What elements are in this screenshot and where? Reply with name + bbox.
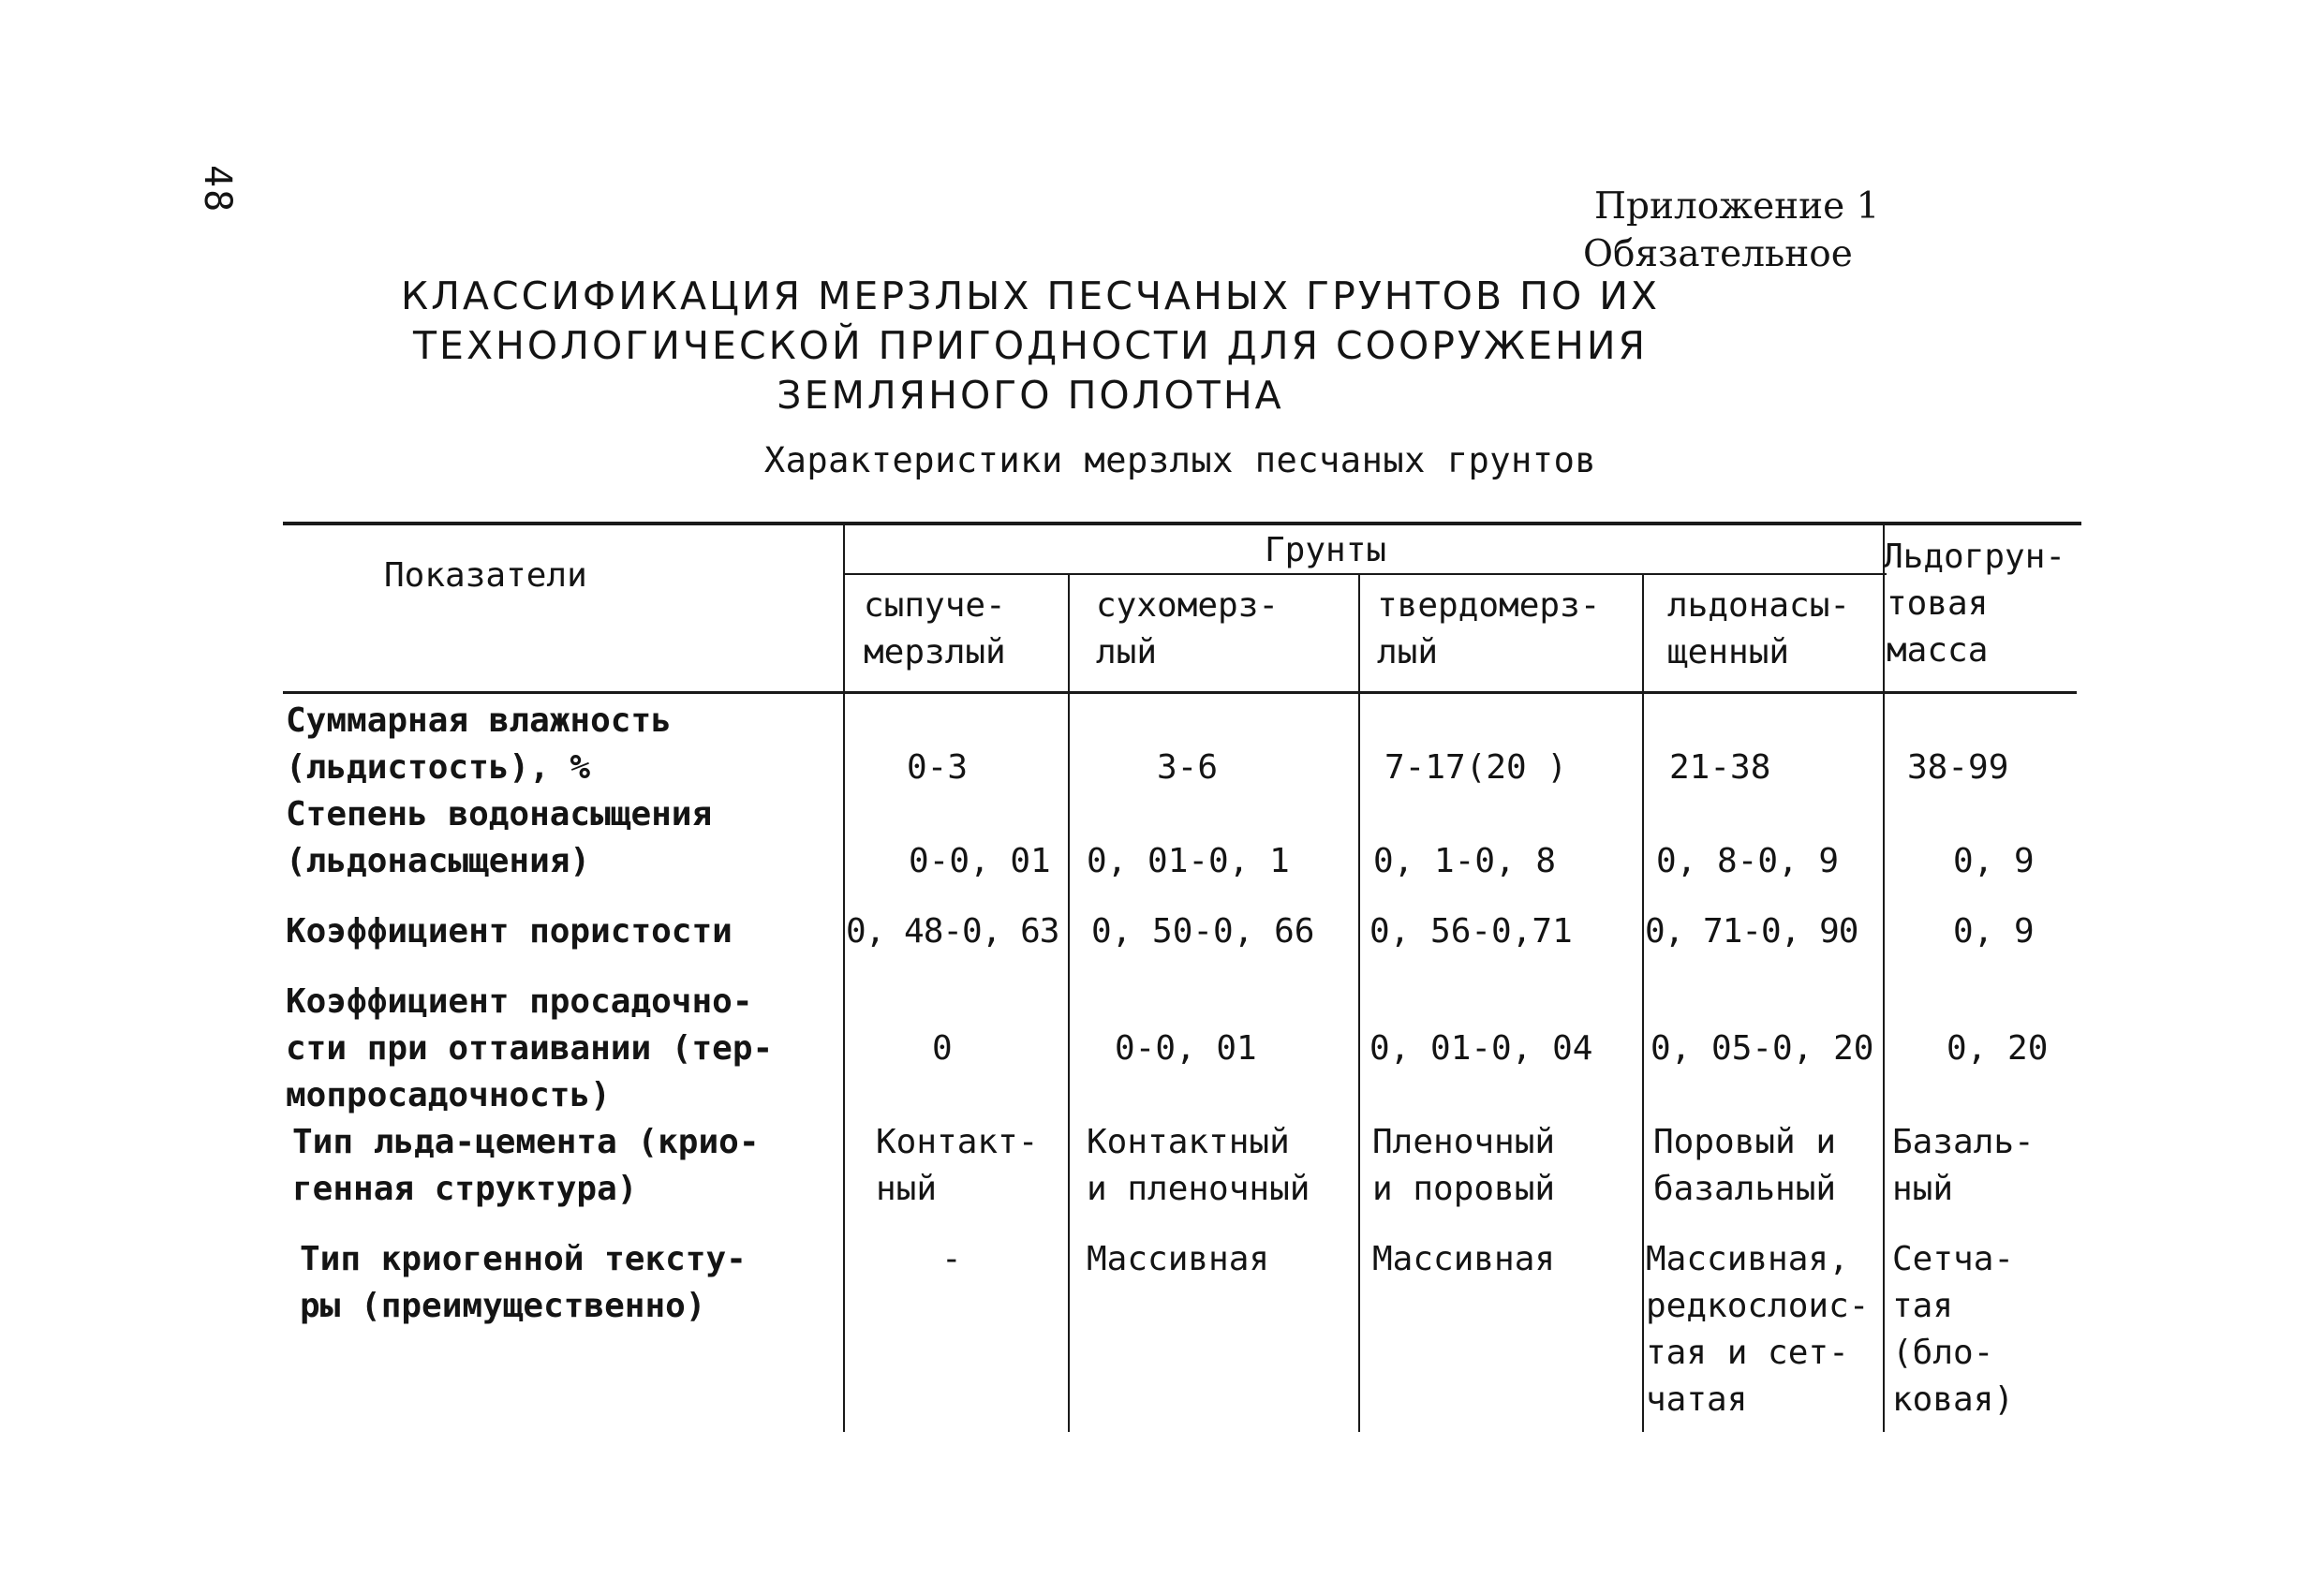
header-bottom-rule (283, 691, 2077, 694)
table-cell: 0, 8-0, 9 (1656, 842, 1840, 880)
cell-line: ный (876, 1170, 938, 1208)
row-label-line: мопросадочность) (286, 1076, 611, 1114)
table-cell (1892, 1236, 2014, 1423)
table-cell: 0, 9 (1953, 842, 2035, 880)
row-label-line: Тип криогенной тексту- (300, 1240, 747, 1278)
table-cell: 0, 1-0, 8 (1373, 842, 1557, 880)
row-label-line: ры (преимущественно) (300, 1287, 706, 1325)
header-col-5-line-2: товая (1887, 584, 1989, 623)
table-cell (1372, 1119, 1555, 1213)
column-divider-4 (1642, 574, 1644, 1432)
row-label-line: Коэффициент пористости (286, 912, 733, 951)
table-cell (1372, 1236, 1555, 1283)
header-indicators: Показатели (384, 556, 587, 595)
column-divider-3 (1358, 574, 1360, 1432)
appendix-label (1583, 183, 1892, 278)
table-cell (941, 1236, 962, 1283)
row-label-line: Суммарная влажность (286, 701, 672, 740)
cell-line: (бло- (1892, 1334, 1994, 1372)
header-col-5-line-3: масса (1887, 631, 1989, 670)
header-col-3-line-1: твердомерз- (1377, 586, 1601, 625)
header-col-5 (1883, 534, 2065, 674)
column-divider-2 (1068, 574, 1070, 1432)
title-line-1: КЛАССИФИКАЦИЯ МЕРЗЛЫХ ПЕСЧАНЫХ ГРУНТОВ ПО ИХ (400, 273, 1661, 318)
row-label-cryogenic-texture (300, 1236, 747, 1330)
document-title (281, 272, 1780, 420)
table-cell: 38-99 (1907, 748, 2009, 787)
table-cell: 0-3 (907, 748, 969, 787)
column-divider-1 (843, 524, 845, 1432)
table-cell: 0, 01-0, 04 (1369, 1029, 1593, 1068)
header-col-1-line-1: сыпуче- (864, 586, 1006, 625)
title-line-2: ТЕХНОЛОГИЧЕСКОЙ ПРИГОДНОСТИ ДЛЯ СООРУЖЕНИЯ (413, 323, 1648, 368)
cell-line: чатая (1646, 1380, 1748, 1419)
header-soils-group: Грунты (1265, 531, 1387, 569)
cell-line: редкослоис- (1646, 1287, 1870, 1325)
row-label-porosity (286, 908, 733, 955)
cell-line: Массивная (1087, 1240, 1270, 1278)
cell-line: ковая) (1892, 1380, 2015, 1419)
cell-line: Базаль- (1892, 1123, 2035, 1161)
cell-line: тая и сет- (1646, 1334, 1849, 1372)
row-label-line: сти при оттаивании (тер- (286, 1029, 774, 1068)
header-col-2 (1096, 583, 1279, 676)
header-col-4-line-1: льдонасы- (1667, 586, 1851, 625)
header-col-2-line-1: сухомерз- (1096, 586, 1280, 625)
table-cell: 0-0, 01 (909, 842, 1051, 880)
table-top-rule (283, 522, 2081, 525)
table-cell: 0 (932, 1029, 953, 1068)
cell-line: тая (1892, 1287, 1954, 1325)
row-label-subsidence (286, 979, 773, 1119)
table-cell: 3-6 (1157, 748, 1219, 787)
table-cell: 0, 48-0, 63 (846, 912, 1059, 951)
row-label-saturation (286, 791, 712, 885)
cell-line: Пленочный (1372, 1123, 1556, 1161)
table-cell: 7-17(20 ) (1384, 748, 1568, 787)
appendix-status: Обязательное (1583, 233, 1853, 275)
table-cell (1646, 1236, 1869, 1423)
cell-line: Массивная, (1646, 1240, 1849, 1278)
header-col-4-line-2: щенный (1667, 633, 1790, 671)
table-cell (1653, 1119, 1836, 1213)
cell-line: - (941, 1240, 962, 1278)
table-cell (1892, 1119, 2035, 1213)
header-col-5-line-1: Льдогрун- (1883, 538, 2066, 576)
row-label-line: Степень водонасыщения (286, 795, 713, 833)
table-cell (1087, 1119, 1310, 1213)
table-cell: 0, 56-0,71 (1369, 912, 1573, 951)
table-cell: 0, 50-0, 66 (1091, 912, 1315, 951)
header-col-4 (1667, 583, 1850, 676)
table-cell: 21-38 (1669, 748, 1771, 787)
header-col-2-line-2: лый (1096, 633, 1158, 671)
row-label-moisture (286, 698, 672, 791)
cell-line: Поровый и (1653, 1123, 1837, 1161)
row-label-line: (льдонасыщения) (286, 842, 591, 880)
row-label-ice-cement (292, 1119, 760, 1213)
cell-line: и пленочный (1087, 1170, 1310, 1208)
table-cell: 0, 71-0, 90 (1645, 912, 1858, 951)
cell-line: базальный (1653, 1170, 1837, 1208)
row-label-line: Тип льда-цемента (крио- (292, 1123, 760, 1161)
cell-line: и поровый (1372, 1170, 1556, 1208)
table-cell: 0, 20 (1947, 1029, 2049, 1068)
cell-line: Сетча- (1892, 1240, 2015, 1278)
cell-line: Массивная (1372, 1240, 1556, 1278)
table-caption: Характеристики мерзлых песчаных грунтов (763, 440, 1597, 480)
cell-line: Контактный (1087, 1123, 1290, 1161)
cell-line: Контакт- (876, 1123, 1039, 1161)
header-col-1-line-2: мерзлый (864, 633, 1006, 671)
table-cell (1087, 1236, 1269, 1283)
page-number: 48 (196, 165, 239, 214)
title-line-3: ЗЕМЛЯНОГО ПОЛОТНА (777, 373, 1284, 418)
header-col-3 (1377, 583, 1600, 676)
cell-line: ный (1892, 1170, 1954, 1208)
appendix-number: Приложение 1 (1594, 185, 1880, 228)
header-col-1 (864, 583, 1006, 676)
table-cell: 0, 01-0, 1 (1087, 842, 1290, 880)
table-cell: 0, 05-0, 20 (1650, 1029, 1874, 1068)
table-cell (876, 1119, 1038, 1213)
row-label-line: Коэффициент просадочно- (286, 982, 753, 1021)
table-cell: 0-0, 01 (1115, 1029, 1257, 1068)
row-label-line: генная структура) (292, 1170, 638, 1208)
row-label-line: (льдистость), % (286, 748, 591, 787)
header-col-3-line-2: лый (1377, 633, 1439, 671)
table-cell: 0, 9 (1953, 912, 2035, 951)
